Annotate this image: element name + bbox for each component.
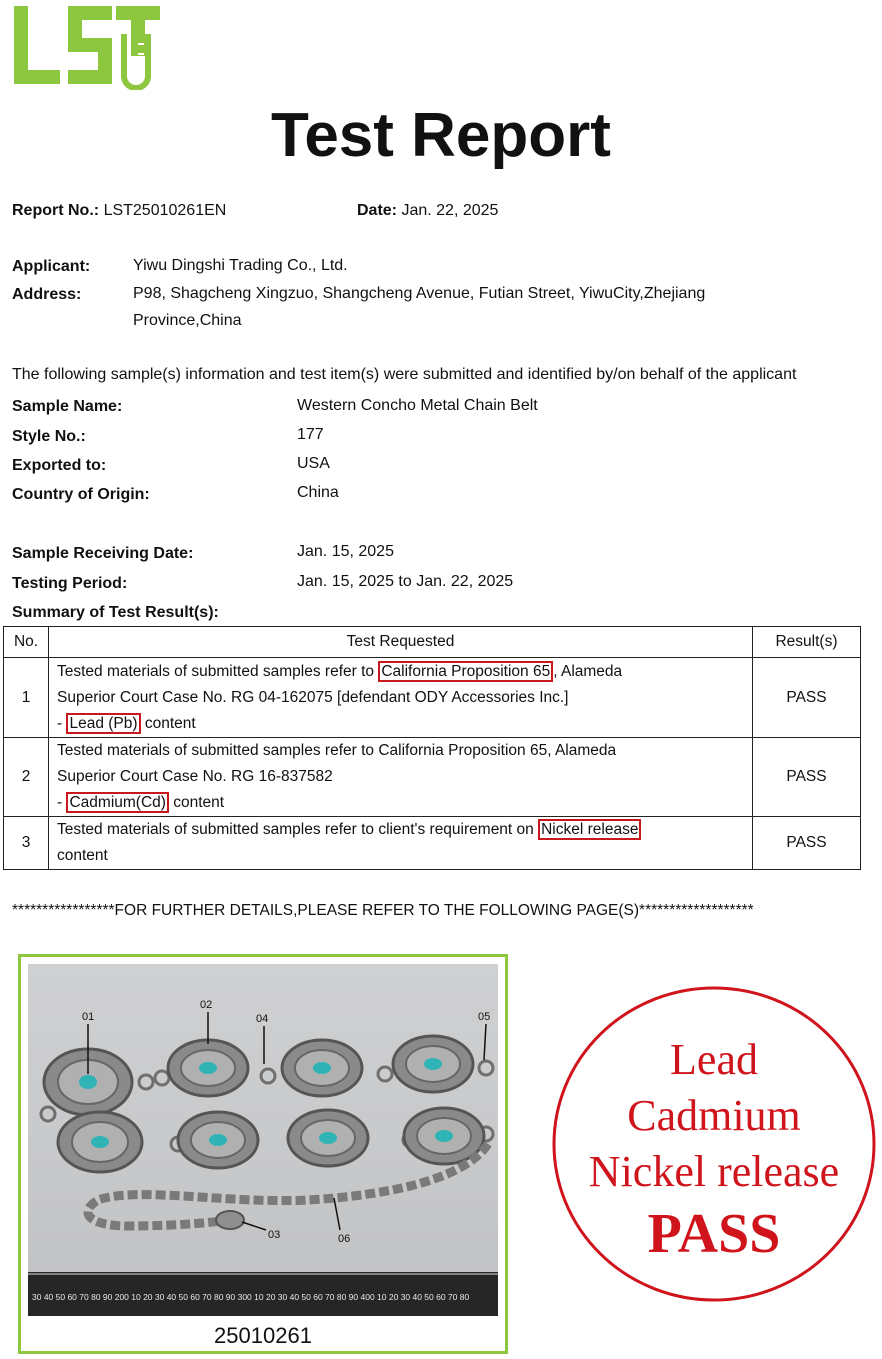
highlight-box: Lead (Pb) <box>66 713 140 734</box>
results-table <box>3 626 861 870</box>
stamp-pass: PASS <box>647 1203 781 1265</box>
header-no: No. <box>4 627 49 658</box>
test-requested-cell: Tested materials of submitted samples refer to California Proposition 65, Alameda Superior Court Case No. RG 16-837582 - Cadmium(Cd) content <box>49 738 753 817</box>
table-row <box>4 658 861 738</box>
pass-stamp <box>552 986 876 1302</box>
address-line2: Province,China <box>133 312 242 329</box>
table-header-row <box>4 627 861 658</box>
belt-illustration <box>28 964 498 1316</box>
table-row <box>4 738 861 817</box>
further-details-note: *****************FOR FURTHER DETAILS,PLEASE REFER TO THE FOLLOWING PAGE(S)******************* <box>12 902 754 919</box>
stamp-cadmium: Cadmium <box>627 1091 801 1140</box>
photo-label: 05 <box>478 1011 491 1023</box>
page-title: Test Report <box>271 101 611 170</box>
measuring-ruler <box>28 1272 498 1316</box>
photo-label: 03 <box>268 1229 281 1241</box>
receiving-date-label: Sample Receiving Date: <box>12 545 194 562</box>
exported-value: USA <box>297 455 330 472</box>
receiving-date-value: Jan. 15, 2025 <box>297 543 394 560</box>
address-label: Address: <box>12 286 82 303</box>
header-test-requested: Test Requested <box>49 627 753 658</box>
chain-end-tip <box>216 1211 244 1229</box>
applicant-label: Applicant: <box>12 258 91 275</box>
result-cell: PASS <box>753 738 861 817</box>
row-number: 2 <box>4 738 49 817</box>
table-row <box>4 817 861 870</box>
applicant-value: Yiwu Dingshi Trading Co., Ltd. <box>133 257 348 274</box>
header-results: Result(s) <box>753 627 861 658</box>
address-line1: P98, Shagcheng Xingzuo, Shangcheng Avenue, Futian Street, YiwuCity,Zhejiang <box>133 285 706 302</box>
photo-label: 02 <box>200 999 213 1011</box>
origin-value: China <box>297 484 339 501</box>
photo-label: 06 <box>338 1233 351 1245</box>
report-date: Date: Jan. 22, 2025 <box>357 202 499 219</box>
highlight-box: Cadmium(Cd) <box>66 792 168 813</box>
summary-label: Summary of Test Result(s): <box>12 604 219 621</box>
intro-text: The following sample(s) information and test item(s) were submitted and identified by/on behalf of the applicant <box>12 366 797 383</box>
sample-name-value: Western Concho Metal Chain Belt <box>297 397 538 414</box>
sample-photo-frame <box>18 954 508 1354</box>
style-no-value: 177 <box>297 426 324 443</box>
exported-label: Exported to: <box>12 457 107 474</box>
row-number: 3 <box>4 817 49 870</box>
sample-id: 25010261 <box>214 1323 312 1348</box>
result-cell: PASS <box>753 817 861 870</box>
origin-label: Country of Origin: <box>12 486 150 503</box>
row-number: 1 <box>4 658 49 738</box>
style-no-label: Style No.: <box>12 428 86 445</box>
test-requested-cell: Tested materials of submitted samples refer to California Proposition 65 , Alameda Superior Court Case No. RG 04-162075 [defendant ODY Accessories Inc.] - Lead (Pb) content <box>49 658 753 738</box>
sample-photo <box>28 964 498 1316</box>
stamp-nickel-release: Nickel release <box>588 1147 840 1196</box>
highlight-box: Nickel release <box>538 819 641 840</box>
photo-label: 01 <box>82 1011 95 1023</box>
testing-period-label: Testing Period: <box>12 575 128 592</box>
highlight-box: California Proposition 65 <box>378 661 553 682</box>
test-requested-cell: Tested materials of submitted samples refer to client's requirement on Nickel release content <box>49 817 753 870</box>
testing-period-value: Jan. 15, 2025 to Jan. 22, 2025 <box>297 573 514 590</box>
report-number: Report No.: LST25010261EN <box>12 202 227 219</box>
sample-name-label: Sample Name: <box>12 398 123 415</box>
result-cell: PASS <box>753 658 861 738</box>
ruler-scale: 30 40 50 60 70 80 90 200 10 20 30 40 50 60 70 80 90 300 10 20 30 40 50 60 70 80 90 400 10 20 30 40 50 60 70 80 <box>32 1292 470 1302</box>
stamp-lead: Lead <box>670 1035 758 1084</box>
company-logo <box>12 4 162 90</box>
photo-label: 04 <box>256 1013 269 1025</box>
